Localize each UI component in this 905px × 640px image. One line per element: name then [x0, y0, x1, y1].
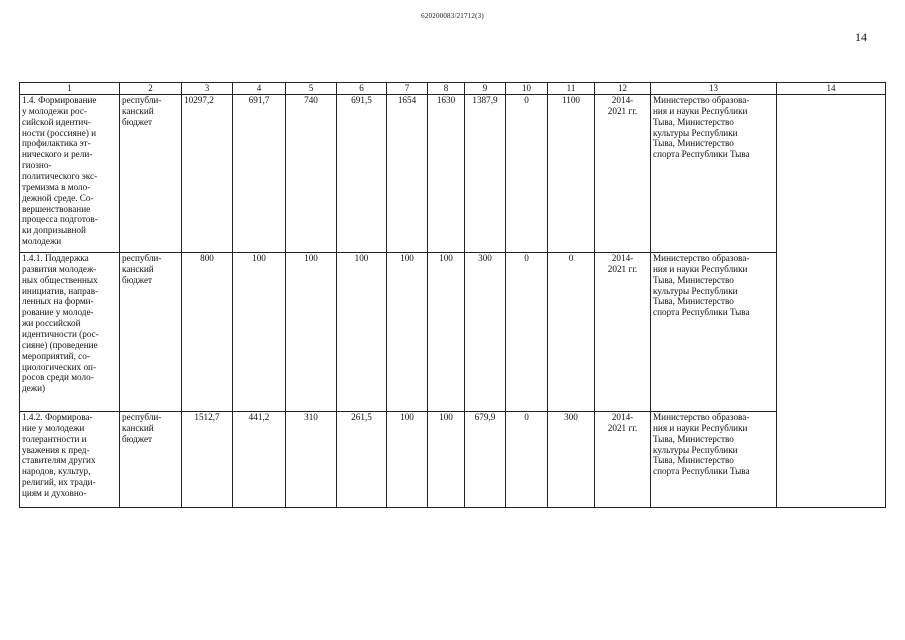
amount-cell: 1100 — [548, 95, 595, 253]
table-row — [20, 253, 886, 412]
page-number: 14 — [855, 30, 867, 44]
column-header: 8 — [428, 83, 465, 95]
total-amount-cell: 10297,2 — [182, 95, 233, 253]
table-row — [20, 412, 886, 508]
amount-cell: 100 — [428, 253, 465, 412]
amount-cell: 679,9 — [465, 412, 506, 508]
column-header: 10 — [506, 83, 548, 95]
amount-cell: 740 — [286, 95, 337, 253]
column-header: 4 — [233, 83, 286, 95]
column-header: 11 — [548, 83, 595, 95]
amount-cell: 100 — [387, 412, 428, 508]
amount-cell: 0 — [506, 95, 548, 253]
amount-cell: 0 — [506, 412, 548, 508]
total-amount-cell: 800 — [182, 253, 233, 412]
funding-source-cell: республи- канский бюджет — [120, 253, 182, 412]
amount-cell: 300 — [465, 253, 506, 412]
amount-cell: 300 — [548, 412, 595, 508]
amount-cell: 691,7 — [233, 95, 286, 253]
table-row — [20, 95, 886, 253]
amount-cell: 1387,9 — [465, 95, 506, 253]
amount-cell: 691,5 — [337, 95, 387, 253]
amount-cell: 100 — [387, 253, 428, 412]
measure-name-cell: 1.4.2. Формирова- ние у молодежи толерантности и уважения к пред- ставителям других народов, культур, религий, их тради- циям и духовно- — [20, 412, 120, 508]
period-cell: 2014- 2021 гг. — [595, 95, 651, 253]
result-cell — [777, 95, 886, 508]
column-header: 2 — [120, 83, 182, 95]
column-header: 12 — [595, 83, 651, 95]
funding-source-cell: республи- канский бюджет — [120, 412, 182, 508]
amount-cell: 310 — [286, 412, 337, 508]
column-header: 14 — [777, 83, 886, 95]
measure-name-cell: 1.4. Формирование у молодежи рос- сийской идентич- ности (россияне) и профилактика эт- нического и рели- гиозно- политического экс- тремизма в моло- дежной среде. Со- вершенствование процесса подготов- ки допризывной молодежи — [20, 95, 120, 253]
column-header: 5 — [286, 83, 337, 95]
column-header: 3 — [182, 83, 233, 95]
period-cell: 2014- 2021 гг. — [595, 253, 651, 412]
total-amount-cell: 1512,7 — [182, 412, 233, 508]
amount-cell: 0 — [506, 253, 548, 412]
table-header-row — [20, 83, 886, 95]
amount-cell: 100 — [337, 253, 387, 412]
responsible-cell: Министерство образова- ния и науки Республики Тыва, Министерство культуры Республики Тыва, Министерство спорта Республики Тыва — [651, 412, 777, 508]
column-header: 6 — [337, 83, 387, 95]
amount-cell: 100 — [286, 253, 337, 412]
measure-name-cell: 1.4.1. Поддержка развития молодеж- ных общественных инициатив, направ- ленных на форми- рование у молоде- жи российской идентичности (рос- сияне) (проведение мероприятий, со- циологических оп- росов среди моло- дежи) — [20, 253, 120, 412]
amount-cell: 100 — [428, 412, 465, 508]
amount-cell: 100 — [233, 253, 286, 412]
column-header: 7 — [387, 83, 428, 95]
column-header: 9 — [465, 83, 506, 95]
amount-cell: 0 — [548, 253, 595, 412]
funding-source-cell: республи- канский бюджет — [120, 95, 182, 253]
responsible-cell: Министерство образова- ния и науки Республики Тыва, Министерство культуры Республики Тыва, Министерство спорта Республики Тыва — [651, 95, 777, 253]
amount-cell: 1630 — [428, 95, 465, 253]
amount-cell: 1654 — [387, 95, 428, 253]
program-table — [19, 82, 886, 508]
column-header: 13 — [651, 83, 777, 95]
period-cell: 2014- 2021 гг. — [595, 412, 651, 508]
amount-cell: 261,5 — [337, 412, 387, 508]
document-code: 620200083/21712(3) — [421, 12, 484, 20]
responsible-cell: Министерство образова- ния и науки Республики Тыва, Министерство культуры Республики Тыва, Министерство спорта Республики Тыва — [651, 253, 777, 412]
amount-cell: 441,2 — [233, 412, 286, 508]
column-header: 1 — [20, 83, 120, 95]
